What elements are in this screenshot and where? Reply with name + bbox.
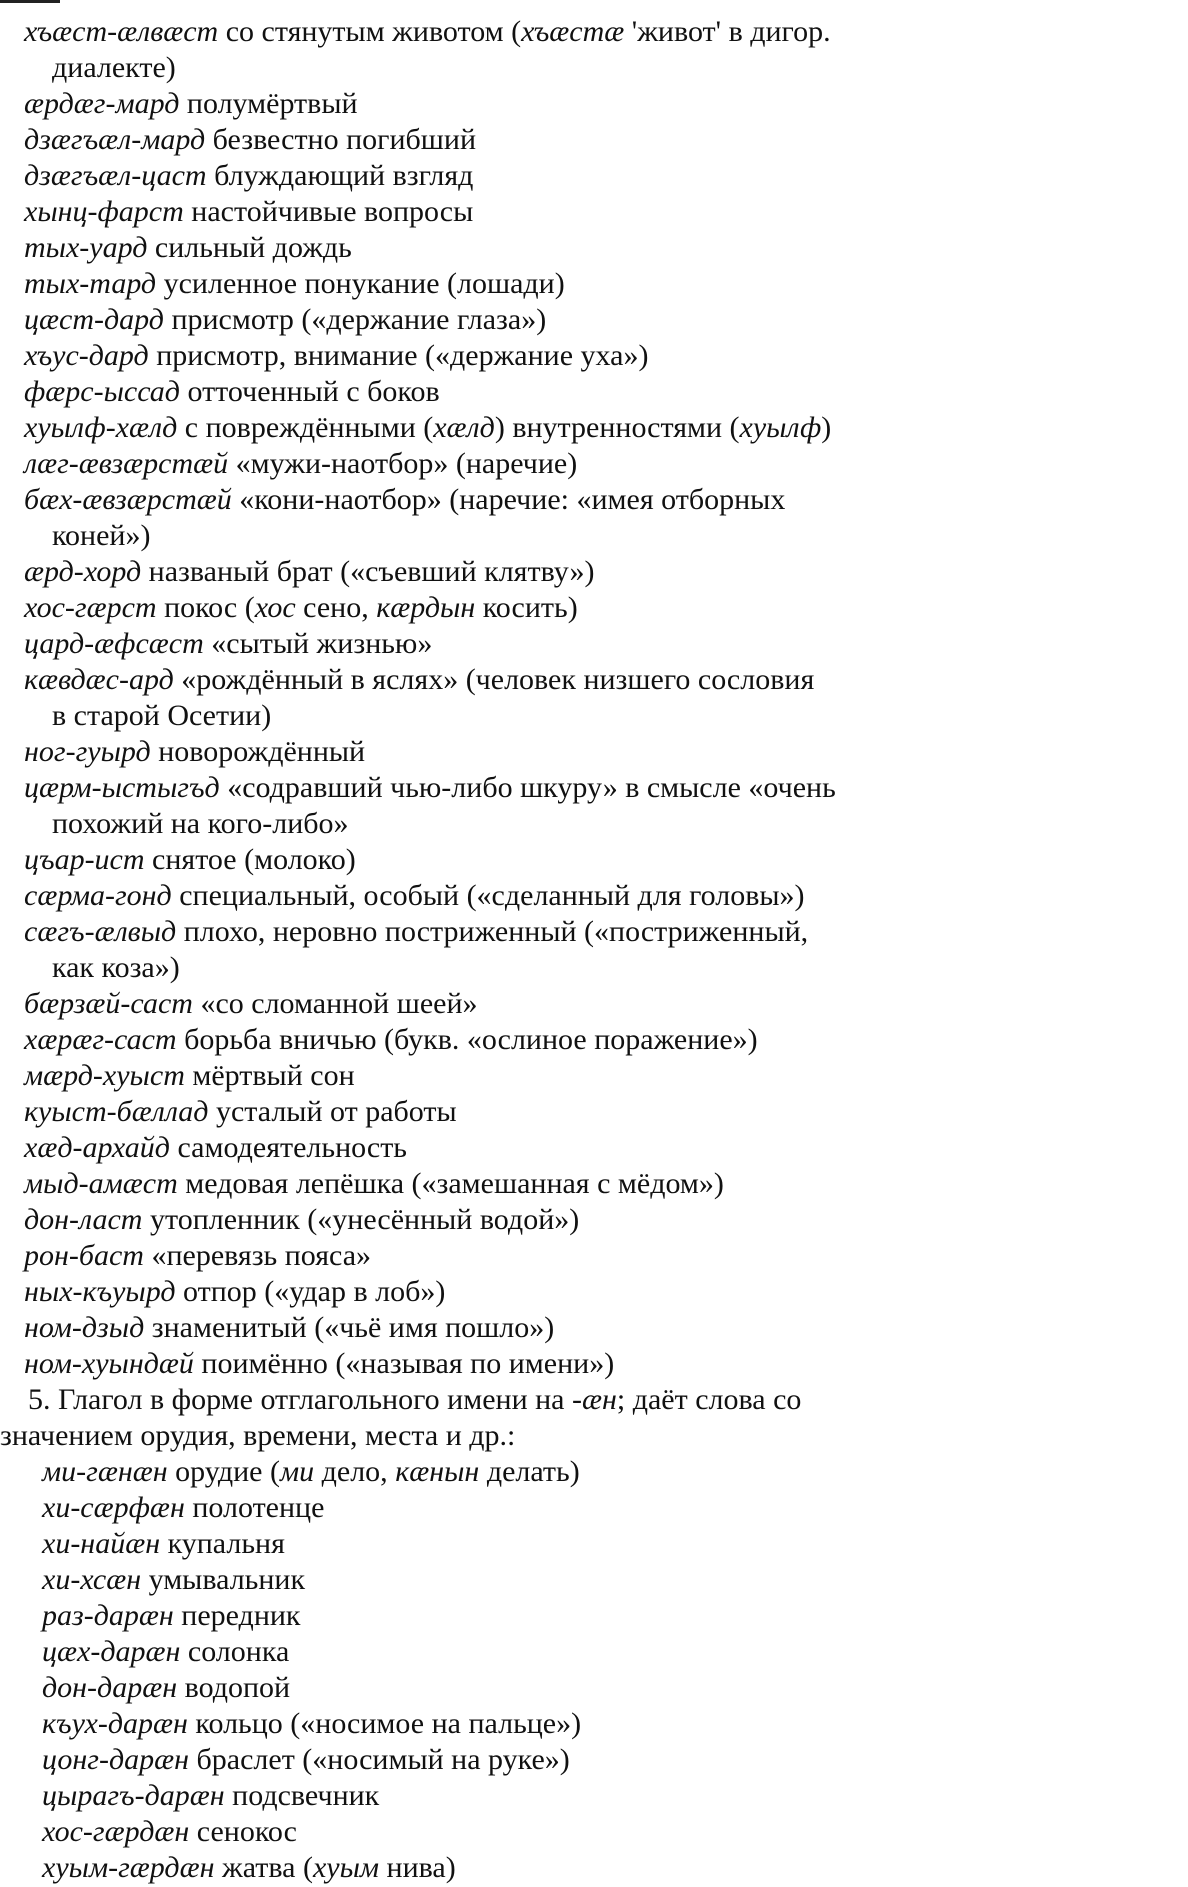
dictionary-entry [14,1274,1148,1310]
entry-term: цæст-дард [24,303,164,336]
dictionary-entry [32,1706,1148,1742]
dictionary-entry [14,1130,1148,1166]
entry-gloss: с повреждёнными ( [177,411,434,444]
entry-gloss: знаменитый («чьё имя пошло») [144,1311,555,1344]
dictionary-entry [14,734,1148,770]
dictionary-entry [14,194,1148,230]
dictionary-entry [14,374,1148,410]
entry-gloss: орудие ( [167,1455,280,1488]
entry-term: кæрдын [376,591,476,624]
section-5-suffix: -æн [572,1383,617,1416]
entry-term: хæрæг-саст [24,1023,177,1056]
entry-gloss: утопленник («унесённый водой») [142,1203,580,1236]
entry-gloss: «мужи-наотбор» (наречие) [228,447,578,480]
entry-gloss: «кони-наотбор» (наречие: «имея отборных [231,483,786,516]
entry-gloss: борьба вничью (букв. «ослиное поражение») [176,1023,758,1056]
entry-term: хуым-гæрдæн [42,1851,215,1884]
entry-gloss: полумёртвый [179,87,358,120]
dictionary-entry [14,122,1148,158]
entry-term: хуылф [739,411,822,444]
entry-list-a [14,14,1148,1382]
entry-gloss: сильный дождь [147,231,352,264]
entry-gloss: новорождённый [150,735,366,768]
entry-gloss: «перевязь пояса» [143,1239,372,1272]
entry-gloss: передник [173,1599,301,1632]
entry-term: ми [279,1455,315,1488]
dictionary-entry [14,158,1148,194]
entry-term: хæлд [433,411,495,444]
dictionary-entry [32,1562,1148,1598]
entry-continuation [14,950,1148,986]
dictionary-entry [32,1454,1148,1490]
section-5-line-1-end: ; даёт слова со [616,1383,802,1416]
entry-gloss: подсвечник [224,1779,380,1812]
entry-term: цъар-ист [24,843,145,876]
entry-term: цард-æфсæст [24,627,204,660]
entry-term: мæрд-хуыст [24,1059,185,1092]
section-5-line-2 [0,1418,1148,1454]
dictionary-entry [14,1202,1148,1238]
entry-gloss: «со сломанной шеей» [192,987,478,1020]
entry-gloss: специальный, особый («сделанный для головы») [171,879,805,912]
entry-gloss: косить) [475,591,578,624]
entry-term: тых-тард [24,267,157,300]
entry-term: куыст-бæллад [24,1095,209,1128]
entry-continuation [14,698,1148,734]
entry-gloss: блуждающий взгляд [206,159,474,192]
entry-gloss: «рождённый в яслях» (человек низшего сословия [173,663,815,696]
section-5-line-2-text: значением орудия, времени, места и др.: [0,1419,516,1452]
entry-gloss: безвестно погибший [205,123,476,156]
entry-gloss: водопой [177,1671,291,1704]
entry-term: хи-хсæн [42,1563,142,1596]
entry-term: раз-дарæн [42,1599,174,1632]
entry-term: дон-дарæн [42,1671,178,1704]
entry-term: тых-уард [24,231,148,264]
continuation-text: в старой Осетии) [52,699,272,732]
dictionary-entry [14,770,1148,806]
dictionary-entry [14,482,1148,518]
dictionary-entry [14,1238,1148,1274]
entry-gloss: купальня [160,1527,285,1560]
dictionary-entry [32,1778,1148,1814]
entry-gloss: отпор («удар в лоб») [175,1275,446,1308]
entry-gloss: настойчивые вопросы [183,195,474,228]
continuation-text: похожий на кого-либо» [52,807,349,840]
entry-gloss: умывальник [141,1563,306,1596]
entry-term: хос-гæрдæн [42,1815,190,1848]
entry-continuation [14,50,1148,86]
dictionary-entry [14,302,1148,338]
dictionary-entry [32,1490,1148,1526]
entry-term: мыд-амæст [24,1167,178,1200]
entry-term: кæвдæс-ард [24,663,174,696]
entry-term: хæд-архайд [24,1131,170,1164]
dictionary-entry [14,14,1148,50]
dictionary-entry [14,410,1148,446]
entry-gloss: полотенце [184,1491,325,1524]
entry-gloss: ) [821,411,832,444]
dictionary-entry [14,914,1148,950]
entry-gloss: солонка [180,1635,290,1668]
entry-gloss: кольцо («носимое на пальце») [187,1707,582,1740]
entry-term: ми-гæнæн [42,1455,168,1488]
entry-gloss: плохо, неровно постриженный («постриженный, [176,915,809,948]
continuation-text: как коза») [52,951,180,984]
entry-term: хъæстæ [521,15,625,48]
entry-gloss: снятое (молоко) [144,843,356,876]
dictionary-entry [14,1310,1148,1346]
entry-gloss: жатва ( [214,1851,313,1884]
entry-term: дон-ласт [24,1203,143,1236]
entry-gloss: медовая лепёшка («замешанная с мёдом») [177,1167,724,1200]
entry-gloss: отточенный с боков [179,375,440,408]
entry-gloss: мёртвый сон [184,1059,355,1092]
entry-term: хынц-фарст [24,195,184,228]
entry-term: лæг-æвзæрстæй [24,447,229,480]
dictionary-entry [32,1598,1148,1634]
entry-term: кæнын [395,1455,480,1488]
entry-term: дзæгъæл-цаст [24,159,207,192]
entry-term: æрдæг-мард [24,87,180,120]
dictionary-entry [32,1742,1148,1778]
dictionary-entry [14,590,1148,626]
entry-list-b [14,1454,1148,1886]
dictionary-entry [14,230,1148,266]
dictionary-entry [32,1634,1148,1670]
entry-term: рон-баст [24,1239,144,1272]
entry-term: ног-гуырд [24,735,151,768]
dictionary-entry [14,662,1148,698]
entry-term: цонг-дарæн [42,1743,190,1776]
section-5-line-1 [14,1382,1148,1418]
entry-gloss: самодеятельность [170,1131,407,1164]
dictionary-entry [14,626,1148,662]
entry-term: бæрзæй-саст [24,987,193,1020]
dictionary-entry [14,86,1148,122]
entry-term: сæрма-гонд [24,879,172,912]
entry-gloss: усиленное понукание (лошади) [156,267,565,300]
dictionary-entry [14,266,1148,302]
entry-term: къух-дарæн [42,1707,188,1740]
entry-gloss: присмотр, внимание («держание уха») [148,339,649,372]
entry-gloss: делать) [479,1455,580,1488]
entry-term: ном-дзыд [24,1311,145,1344]
entry-gloss: усталый от работы [208,1095,457,1128]
entry-term: дзæгъæл-мард [24,123,206,156]
entry-gloss: браслет («носимый на руке») [189,1743,570,1776]
dictionary-entry [14,446,1148,482]
entry-term: ном-хуындæй [24,1347,194,1380]
entry-continuation [14,518,1148,554]
entry-gloss: дело, [314,1455,396,1488]
entry-continuation [14,806,1148,842]
entry-gloss: сено, [295,591,377,624]
dictionary-entry [14,1346,1148,1382]
entry-term: хуым [312,1851,380,1884]
entry-term: бæх-æвзæрстæй [24,483,232,516]
dictionary-entry [32,1850,1148,1886]
entry-gloss: 'живот' в дигор. [624,15,831,48]
entry-term: хи-сæрфæн [42,1491,185,1524]
entry-term: хос [254,591,296,624]
entry-term: хъус-дард [24,339,149,372]
entry-gloss: покос ( [156,591,255,624]
dictionary-entry [32,1670,1148,1706]
entry-gloss: «содравший чью-либо шкуру» в смысле «очень [219,771,836,804]
entry-gloss: названый брат («съевший клятву») [141,555,595,588]
entry-term: ных-къуырд [24,1275,176,1308]
entry-term: хос-гæрст [24,591,157,624]
entry-gloss: со стянутым животом ( [218,15,522,48]
continuation-text: коней») [52,519,151,552]
section-5 [0,1382,1148,1454]
entry-term: цырагъ-дарæн [42,1779,225,1812]
dictionary-entry [14,1166,1148,1202]
dictionary-entry [14,554,1148,590]
dictionary-entry [14,1058,1148,1094]
entry-term: сæгъ-æлвыд [24,915,177,948]
entry-gloss: ) внутренностями ( [494,411,740,444]
entry-gloss: «сытый жизнью» [203,627,433,660]
entry-term: æрд-хорд [24,555,142,588]
entry-term: хъæст-æлвæст [24,15,219,48]
entry-term: хи-найæн [42,1527,161,1560]
entry-gloss: нива) [379,1851,456,1884]
section-5-line-1-text: 5. Глагол в форме отглагольного имени на [28,1383,572,1416]
entry-term: цæрм-ыстыгъд [24,771,220,804]
entry-term: фæрс-ыссад [24,375,180,408]
dictionary-entry [32,1814,1148,1850]
dictionary-entry [14,338,1148,374]
dictionary-entry [32,1526,1148,1562]
entry-term: хуылф-хæлд [24,411,178,444]
dictionary-entry [14,986,1148,1022]
entry-gloss: присмотр («держание глаза») [163,303,547,336]
entry-term: цæх-дарæн [42,1635,181,1668]
dictionary-entry [14,878,1148,914]
entry-gloss: сенокос [189,1815,297,1848]
dictionary-entry [14,1022,1148,1058]
dictionary-entry [14,842,1148,878]
continuation-text: диалекте) [52,51,176,84]
entry-gloss: поимённо («называя по имени») [193,1347,615,1380]
dictionary-entry [14,1094,1148,1130]
